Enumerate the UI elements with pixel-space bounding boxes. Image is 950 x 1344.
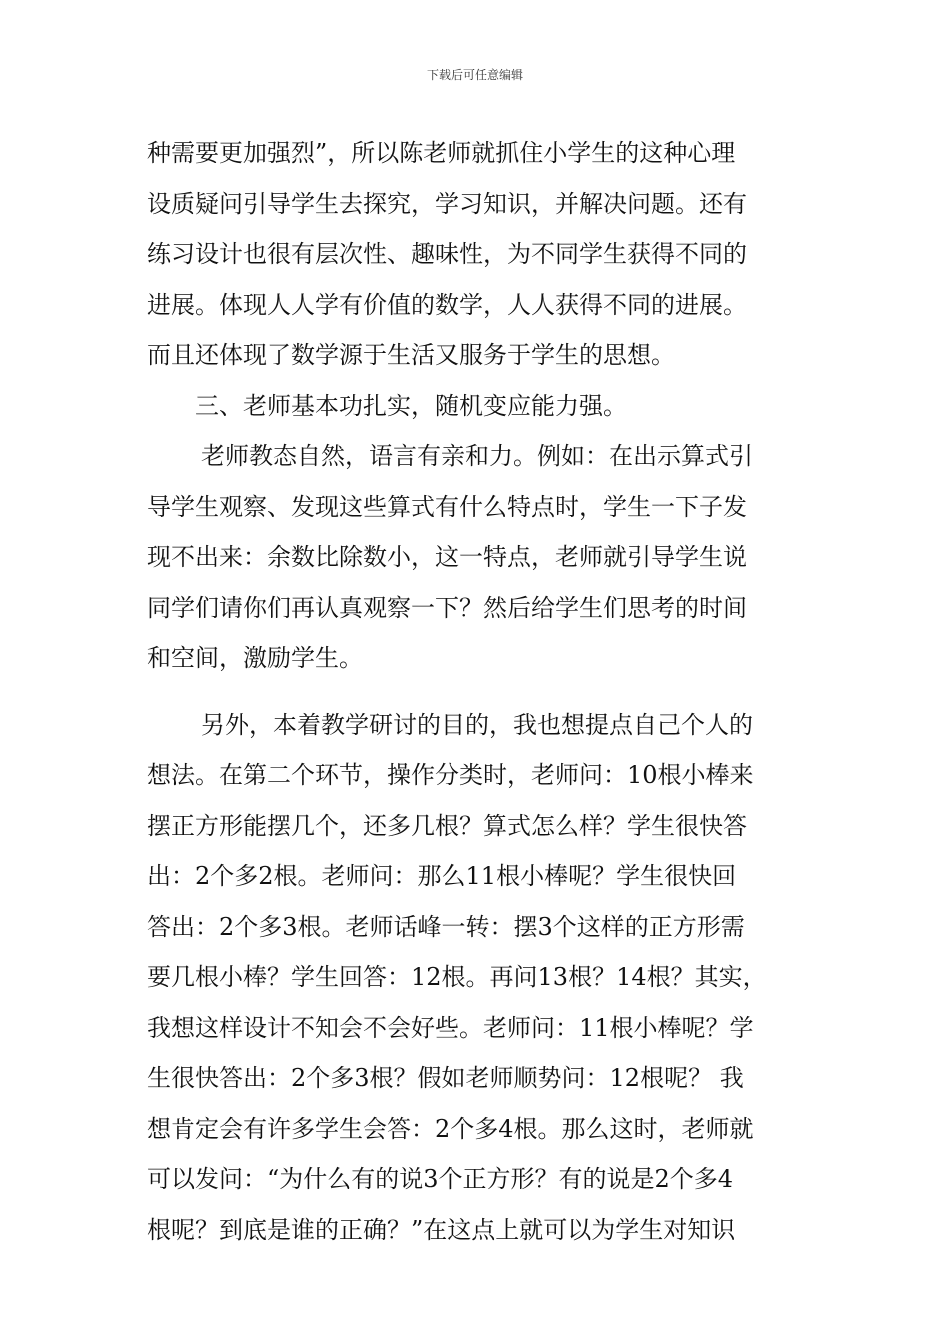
document-body: [147, 128, 812, 1255]
text-line: 出：2个多2根。老师问：那么11根小棒呢？学生很快回: [147, 862, 737, 890]
text-line: 导学生观察、发现这些算式有什么特点时，学生一下子发: [147, 492, 747, 521]
text-line: 要几根小棒？学生回答：12根。再问13根？14根？其实，: [147, 963, 767, 991]
paragraph-start: 另外，本着教学研讨的目的，我也想提点自己个人的: [201, 710, 753, 739]
text-line: 根呢？到底是谁的正确？”在这点上就可以为学生对知识: [147, 1215, 736, 1244]
text-line: 想法。在第二个环节，操作分类时，老师问：10根小棒来: [147, 761, 754, 789]
text-line: 进展。体现人人学有价值的数学，人人获得不同的进展。: [147, 290, 747, 319]
text-line: 可以发问：“为什么有的说3个正方形？有的说是2个多4: [147, 1165, 734, 1193]
text-line: 和空间，激励学生。: [147, 644, 363, 672]
text-line: 想肯定会有许多学生会答：2个多4根。那么这时，老师就: [147, 1114, 754, 1143]
text-line: 摆正方形能摆几个，还多几根？算式怎么样？学生很快答: [147, 811, 747, 840]
text-line: 设质疑问引导学生去探究，学习知识，并解决问题。还有: [147, 189, 747, 218]
paragraph-gap: [147, 684, 812, 700]
text-line: 种需要更加强烈”，所以陈老师就抓住小学生的这种心理: [147, 139, 736, 167]
text-line: 练习设计也很有层次性、趣味性，为不同学生获得不同的: [147, 240, 747, 268]
section-heading: 三、老师基本功扎实，随机变应能力强。: [195, 391, 627, 420]
text-line: 答出：2个多3根。老师话峰一转：摆3个这样的正方形需: [147, 912, 745, 941]
text-line: 而且还体现了数学源于生活又服务于学生的思想。: [147, 341, 675, 369]
text-line: 同学们请你们再认真观察一下？然后给学生们思考的时间: [147, 593, 747, 622]
paragraph-start: 老师教态自然，语言有亲和力。例如：在出示算式引: [201, 442, 753, 470]
text-line: 现不出来：余数比除数小，这一特点，老师就引导学生说: [147, 543, 747, 571]
page-header-note: 下载后可任意编辑: [426, 68, 523, 82]
text-line: 我想这样设计不知会不会好些。老师问：11根小棒呢？学: [147, 1013, 754, 1042]
text-line: 生很快答出：2个多3根？假如老师顺势问：12根呢？ 我: [147, 1064, 744, 1092]
